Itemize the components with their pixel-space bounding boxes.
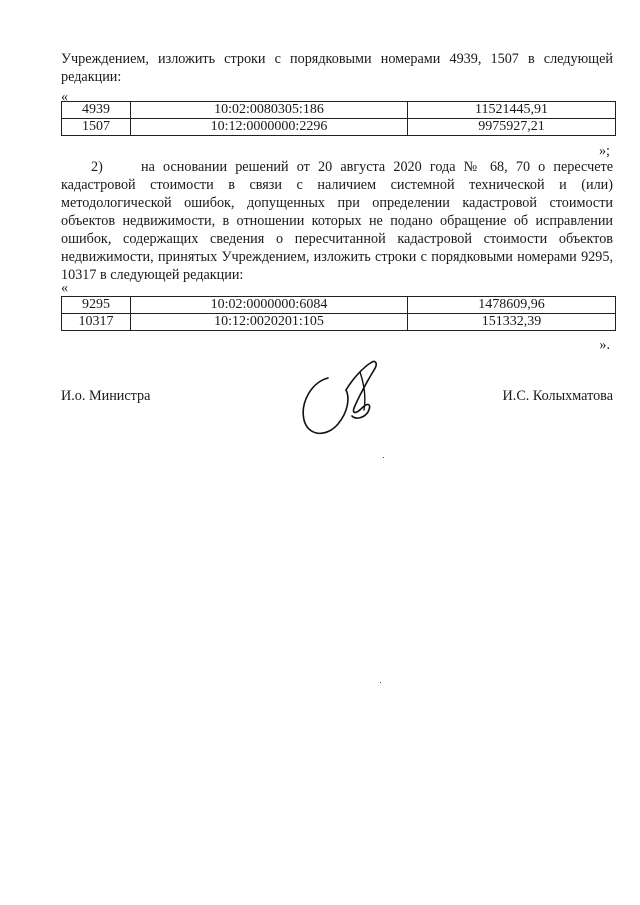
cadastral-number-cell: 10:02:0080305:186	[131, 102, 408, 119]
row-number-cell: 10317	[62, 314, 131, 331]
opening-quote-2: «	[61, 280, 69, 296]
handwritten-signature-icon	[290, 350, 390, 450]
paragraph-2	[61, 158, 613, 284]
signatory-position: И.о. Министра	[61, 388, 151, 404]
cadastral-number-cell: 10:02:0000000:6084	[131, 297, 408, 314]
row-number-cell: 9295	[62, 297, 131, 314]
table-row	[62, 314, 616, 331]
cadastral-number-cell: 10:12:0000000:2296	[131, 119, 408, 136]
cadastral-table-1	[61, 101, 616, 136]
cadastral-value-cell: 11521445,91	[408, 102, 616, 119]
closing-quote-2: ».	[599, 337, 610, 353]
paragraph-number: 2)	[91, 159, 103, 175]
table-row	[62, 119, 616, 136]
row-number-cell: 4939	[62, 102, 131, 119]
cadastral-number-cell: 10:12:0020201:105	[131, 314, 408, 331]
signatory-name: И.С. Колыхматова	[502, 388, 613, 404]
table-row	[62, 297, 616, 314]
closing-quote-1: »;	[598, 143, 610, 159]
cadastral-value-cell: 9975927,21	[408, 119, 616, 136]
scan-speck	[380, 682, 381, 683]
cadastral-value-cell: 151332,39	[408, 314, 616, 331]
paragraph-2-text: на основании решений от 20 августа 2020 года № 68, 70 о пересчете кадастровой стоимости в связи с наличием системной технической и (или) методологической ошибок, допущенных при определении кадастровой стоимости объектов недвижимости, в отношении которых не подано обращение об исправлении ошибок, содержащих сведения о пересчитанной кадастровой стоимости объектов недвижимости, принятых Учреждением, изложить строки с порядковыми номерами 9295, 10317 в следующей редакции:	[61, 159, 613, 283]
row-number-cell: 1507	[62, 119, 131, 136]
cadastral-value-cell: 1478609,96	[408, 297, 616, 314]
scan-speck	[383, 457, 384, 458]
table-row	[62, 102, 616, 119]
cadastral-table-2	[61, 296, 616, 331]
paragraph-1: Учреждением, изложить строки с порядковыми номерами 4939, 1507 в следующей редакции:	[61, 51, 613, 85]
opening-quote-1: «	[61, 89, 69, 105]
